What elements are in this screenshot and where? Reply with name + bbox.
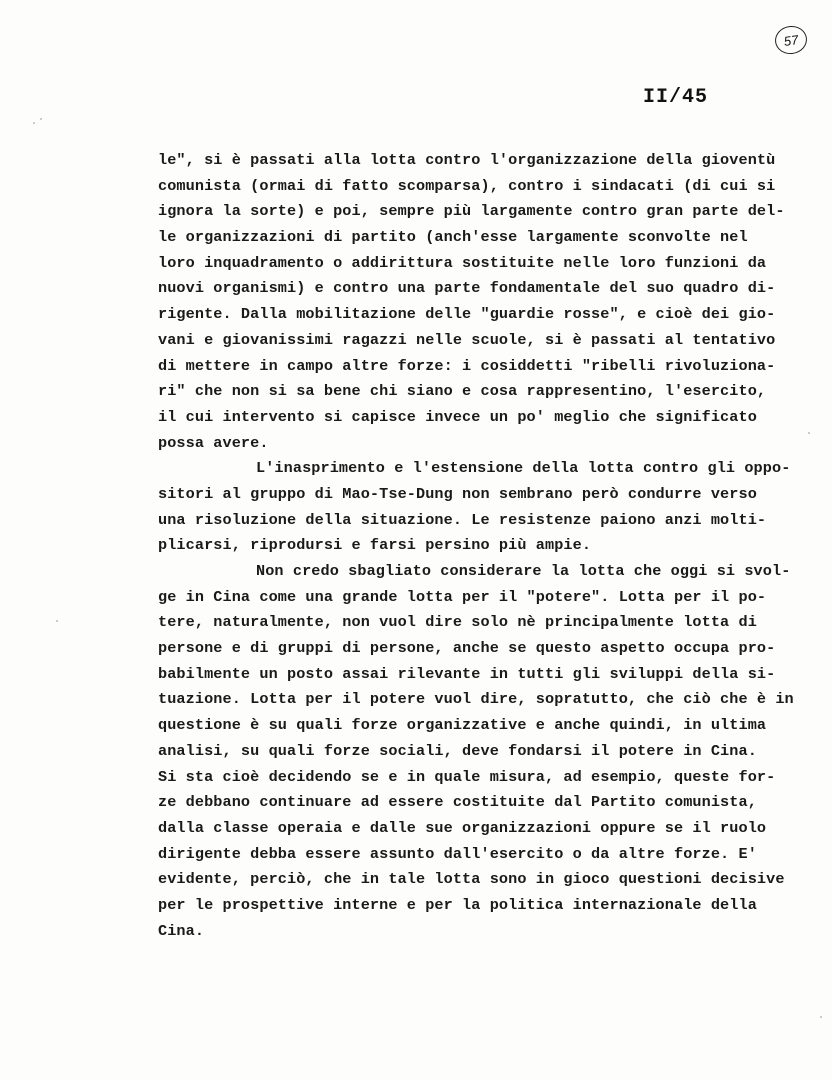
text-line: per le prospettive interne e per la politica internazionale della xyxy=(158,895,757,914)
text-line: loro inquadramento o addirittura sostituite nelle loro funzioni da xyxy=(158,253,767,272)
text-line: le organizzazioni di partito (anch'esse largamente sconvolte nel xyxy=(158,228,748,247)
text-line: ignora la sorte) e poi, sempre più largamente contro gran parte del- xyxy=(158,202,785,221)
text-line: di mettere in campo altre forze: i cosiddetti "ribelli rivoluziona- xyxy=(158,356,776,375)
page-number: 57 xyxy=(782,31,800,49)
text-line: babilmente un posto assai rilevante in tutti gli sviluppi della si- xyxy=(158,664,776,683)
text-line: questione è su quali forze organizzative e anche quindi, in ultima xyxy=(158,716,767,735)
text-line: ge in Cina come una grande lotta per il "potere". Lotta per il po- xyxy=(158,587,767,606)
scan-speck xyxy=(820,1016,822,1018)
document-reference: II/45 xyxy=(643,86,709,109)
text-line: analisi, su quali forze sociali, deve fondarsi il potere in Cina. xyxy=(158,741,757,760)
text-line: evidente, perciò, che in tale lotta sono in gioco questioni decisive xyxy=(158,870,785,889)
scan-speck xyxy=(808,432,810,434)
text-line: possa avere. xyxy=(158,433,269,452)
text-line: nuovi organismi) e contro una parte fondamentale del suo quadro di- xyxy=(158,279,776,298)
scan-speck xyxy=(56,620,58,622)
paragraph-start-line: Non credo sbagliato considerare la lotta che oggi si svol- xyxy=(256,562,791,580)
text-line: plicarsi, riprodursi e farsi persino più ampie. xyxy=(158,536,592,555)
text-line: una risoluzione della situazione. Le resistenze paiono anzi molti- xyxy=(158,510,767,529)
text-line: dalla classe operaia e dalle sue organizzazioni oppure se il ruolo xyxy=(158,818,767,837)
text-line: ze debbano continuare ad essere costituite dal Partito comunista, xyxy=(158,793,757,812)
text-line: Cina. xyxy=(158,921,205,940)
scan-speck xyxy=(33,122,35,124)
text-line: sitori al gruppo di Mao-Tse-Dung non sembrano però condurre verso xyxy=(158,484,757,503)
text-line: tuazione. Lotta per il potere vuol dire, sopratutto, che ciò che è in xyxy=(158,690,794,709)
text-line: dirigente debba essere assunto dall'esercito o da altre forze. E' xyxy=(158,844,757,863)
text-line: tere, naturalmente, non vuol dire solo nè principalmente lotta di xyxy=(158,613,757,632)
scan-speck xyxy=(40,118,42,120)
text-line: il cui intervento si capisce invece un po' meglio che significato xyxy=(158,407,757,426)
text-line: le", si è passati alla lotta contro l'organizzazione della gioventù xyxy=(158,151,776,169)
text-line: Si sta cioè decidendo se e in quale misura, ad esempio, queste for- xyxy=(158,767,776,786)
text-line: rigente. Dalla mobilitazione delle "guardie rosse", e cioè dei gio- xyxy=(158,305,776,324)
body-text xyxy=(158,148,818,944)
text-line: vani e giovanissimi ragazzi nelle scuole, si è passati al tentativo xyxy=(158,330,776,349)
text-line: ri" che non si sa bene chi siano e cosa rappresentino, l'esercito, xyxy=(158,382,767,401)
text-line: comunista (ormai di fatto scomparsa), contro i sindacati (di cui si xyxy=(158,176,776,195)
paragraph-start-line: L'inasprimento e l'estensione della lotta contro gli oppo- xyxy=(256,459,791,478)
page-number-stamp xyxy=(773,24,809,56)
text-line: persone e di gruppi di persone, anche se questo aspetto occupa pro- xyxy=(158,639,776,658)
